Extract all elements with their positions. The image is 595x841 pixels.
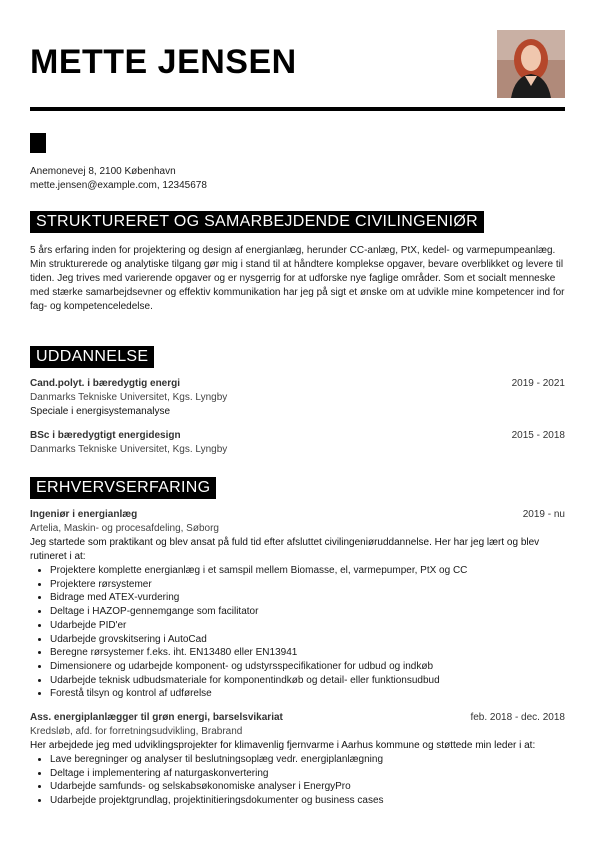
profile-photo — [497, 30, 565, 98]
list-item: • Deltage i HAZOP-gennemgange som facilitator — [50, 605, 565, 619]
list-item: • Deltage i implementering af naturgaskonvertering — [50, 767, 565, 781]
list-item: • Udarbejde teknisk udbudsmateriale for komponentindkøb og detail- eller funktionsudbud — [50, 674, 565, 688]
experience-entry — [30, 508, 565, 701]
job-title: Ingeniør i energianlæg — [30, 509, 138, 520]
list-item: • Udarbejde grovskitsering i AutoCad — [50, 633, 565, 647]
list-item: • Forestå tilsyn og kontrol af udførelse — [50, 687, 565, 701]
degree-title: BSc i bæredygtigt energidesign — [30, 430, 181, 441]
job-tasks-list — [30, 753, 565, 808]
candidate-name: METTE JENSEN — [30, 43, 297, 81]
list-item: • Udarbejde PID'er — [50, 619, 565, 633]
list-item: • Projektere komplette energianlæg i et samspil mellem Biomasse, el, varmepumper, PtX og CC — [50, 564, 565, 578]
address-text: Anemonevej 8, 2100 København — [30, 166, 176, 177]
job-title: Ass. energiplanlægger til grøn energi, barselsvikariat — [30, 712, 283, 723]
list-item: • Projektere rørsystemer — [50, 578, 565, 592]
education-dates: 2015 - 2018 — [511, 430, 565, 441]
job-description: Jeg startede som praktikant og blev ansat på fuld tid efter afsluttet civilingeniøruddannelse. Her har jeg lært og blev rutineret i at: — [30, 537, 540, 562]
header-divider — [30, 107, 565, 111]
job-dates: feb. 2018 - dec. 2018 — [470, 712, 565, 723]
experience-heading: ERHVERVSERFARING — [30, 477, 216, 499]
list-item: • Bidrage med ATEX-vurdering — [50, 591, 565, 605]
contact-info — [30, 165, 207, 193]
job-dates: 2019 - nu — [522, 509, 565, 520]
institution: Danmarks Tekniske Universitet, Kgs. Lyngby — [30, 392, 228, 403]
job-description: Her arbejdede jeg med udviklingsprojekter for klimavenlig fjernvarme i Aarhus kommune og støttede min leder i at: — [30, 740, 536, 751]
education-heading: UDDANNELSE — [30, 346, 154, 368]
profile-summary: 5 års erfaring inden for projektering og design af energianlæg, herunder CC-anlæg, PtX, kedel- og varmepumpeanlæg. Min strukturerede og analytiske tilgang gør mig i stand til at håndtere komplekse opgaver, bevare overblikket og levere til tiden. Jeg trives med varierende opgaver og er nysgerrig for at udforske nye faglige områder. Som et socialt menneske med stærke samarbejdsevner og effektiv kommunikation har jeg på sigt et ønske om at udvikle mine kompetencer ind for fag- og kompetenceledelse. — [30, 245, 565, 312]
company: Artelia, Maskin- og procesafdeling, Søborg — [30, 523, 219, 534]
list-item: • Udarbejde projektgrundlag, projektinitieringsdokumenter og business cases — [50, 794, 565, 808]
list-item: • Lave beregninger og analyser til beslutningsoplæg vedr. energiplanlægning — [50, 753, 565, 767]
company: Kredsløb, afd. for forretningsudvikling, Brabrand — [30, 726, 243, 737]
degree-title: Cand.polyt. i bæredygtig energi — [30, 378, 181, 389]
education-entry — [30, 377, 565, 419]
decorative-block — [30, 133, 46, 153]
institution: Danmarks Tekniske Universitet, Kgs. Lyngby — [30, 444, 228, 455]
experience-entry — [30, 711, 565, 808]
profile-heading: STRUKTURERET OG SAMARBEJDENDE CIVILINGENIØR — [30, 211, 484, 233]
portrait-image — [497, 30, 565, 98]
list-item: • Beregne rørsystemer f.eks. iht. EN13480 eller EN13941 — [50, 646, 565, 660]
education-entry — [30, 429, 565, 457]
education-dates: 2019 - 2021 — [511, 378, 565, 389]
job-tasks-list — [30, 564, 565, 701]
education-detail: Speciale i energisystemanalyse — [30, 406, 171, 417]
list-item: • Udarbejde samfunds- og selskabsøkonomiske analyser i EnergyPro — [50, 780, 565, 794]
email-phone-text: mette.jensen@example.com, 12345678 — [30, 180, 207, 191]
list-item: • Dimensionere og udarbejde komponent- og udstyrsspecifikationer for udbud og indkøb — [50, 660, 565, 674]
